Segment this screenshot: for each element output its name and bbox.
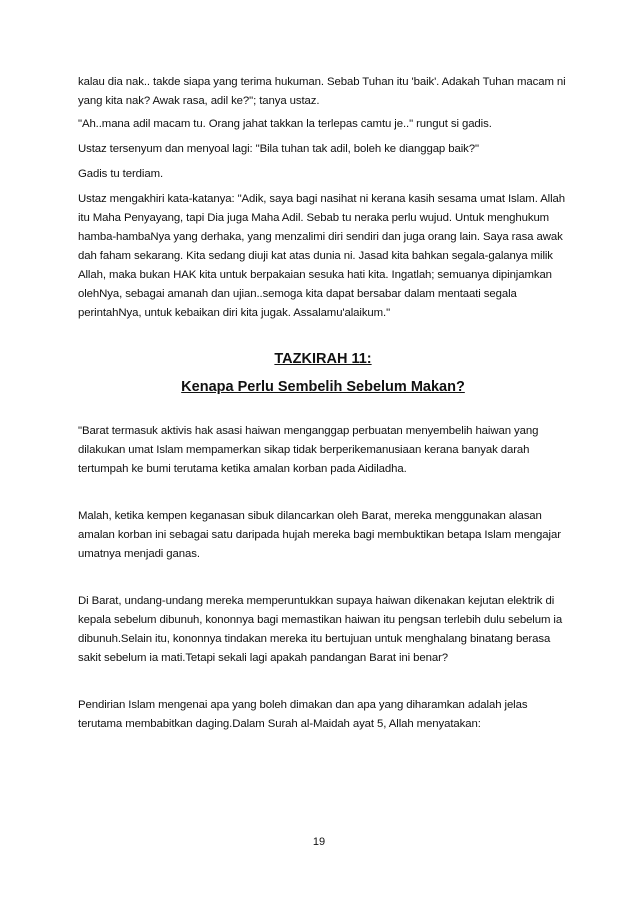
paragraph-ustaz-question: Ustaz tersenyum dan menyoal lagi: "Bila tuhan tak adil, boleh ke dianggap baik?" xyxy=(78,143,479,155)
paragraph-gadis-complaint: "Ah..mana adil macam tu. Orang jahat takkan la terlepas camtu je.." rungut si gadis. xyxy=(78,118,492,130)
page-number: 19 xyxy=(312,836,326,848)
paragraph-gadis-silent: Gadis tu terdiam. xyxy=(78,168,164,180)
paragraph-ustaz-closing: Ustaz mengakhiri kata-katanya: "Adik, saya bagi nasihat ni kerana kasih sesama umat Islam. Allah itu Maha Penyayang, tapi Dia juga Maha Adil. Sebab tu neraka perlu wujud. Untuk menghukum hamba-hambaNya yang derhaka, yang menzalimi diri sendiri dan juga orang lain. Saya rasa awak dah faham sekarang. Kita sedang diuji kat atas dunia ni. Jasad kita bahkan segala-galanya milik Allah, maka bukan HAK kita untuk berpakaian sesuka hati kita. Ingatlah; semuanya dipinjamkan olehNya, sebagai amanah dan ujian..semoga kita dapat bersabar dalam mentaati segala perintahNya, untuk kebaikan diri kita jugak. Assalamu'alaikum." xyxy=(78,193,566,319)
section-heading-subtitle: Kenapa Perlu Sembelih Sebelum Makan? xyxy=(181,379,465,395)
paragraph-intro-dialogue: kalau dia nak.. takde siapa yang terima hukuman. Sebab Tuhan itu 'baik'. Adakah Tuhan macam ni yang kita nak? Awak rasa, adil ke?"; tanya ustaz. xyxy=(78,76,566,107)
paragraph-kempen-keganasan: Malah, ketika kempen keganasan sibuk dilancarkan oleh Barat, mereka menggunakan alasan amalan korban ini sebagai satu daripada hujah mereka bagi membuktikan betapa Islam mengajar umatnya menjadi ganas. xyxy=(78,510,561,560)
paragraph-pendirian-islam: Pendirian Islam mengenai apa yang boleh dimakan dan apa yang diharamkan adalah jelas terutama membabitkan daging.Dalam Surah al-Maidah ayat 5, Allah menyatakan: xyxy=(78,699,528,730)
paragraph-kejutan-elektrik: Di Barat, undang-undang mereka memperuntukkan supaya haiwan dikenakan kejutan elektrik di kepala sebelum dibunuh, kononnya bagi memastikan haiwan itu pengsan terlebih dulu sebelum ia dibunuh.Selain itu, kononnya tindakan mereka itu bertujuan untuk menghalang binatang berasa sakit sebelum ia mati.Tetapi sekali lagi apakah pandangan Barat ini benar? xyxy=(78,595,563,664)
paragraph-barat-view: "Barat termasuk aktivis hak asasi haiwan menganggap perbuatan menyembelih haiwan yang dilakukan umat Islam mempamerkan sikap tidak berperikemanusiaan kerana banyak darah tertumpah ke bumi terutama ketika amalan korban pada Aidiladha. xyxy=(78,425,539,475)
document-page xyxy=(78,73,568,734)
section-heading-title: TAZKIRAH 11: xyxy=(274,351,372,367)
